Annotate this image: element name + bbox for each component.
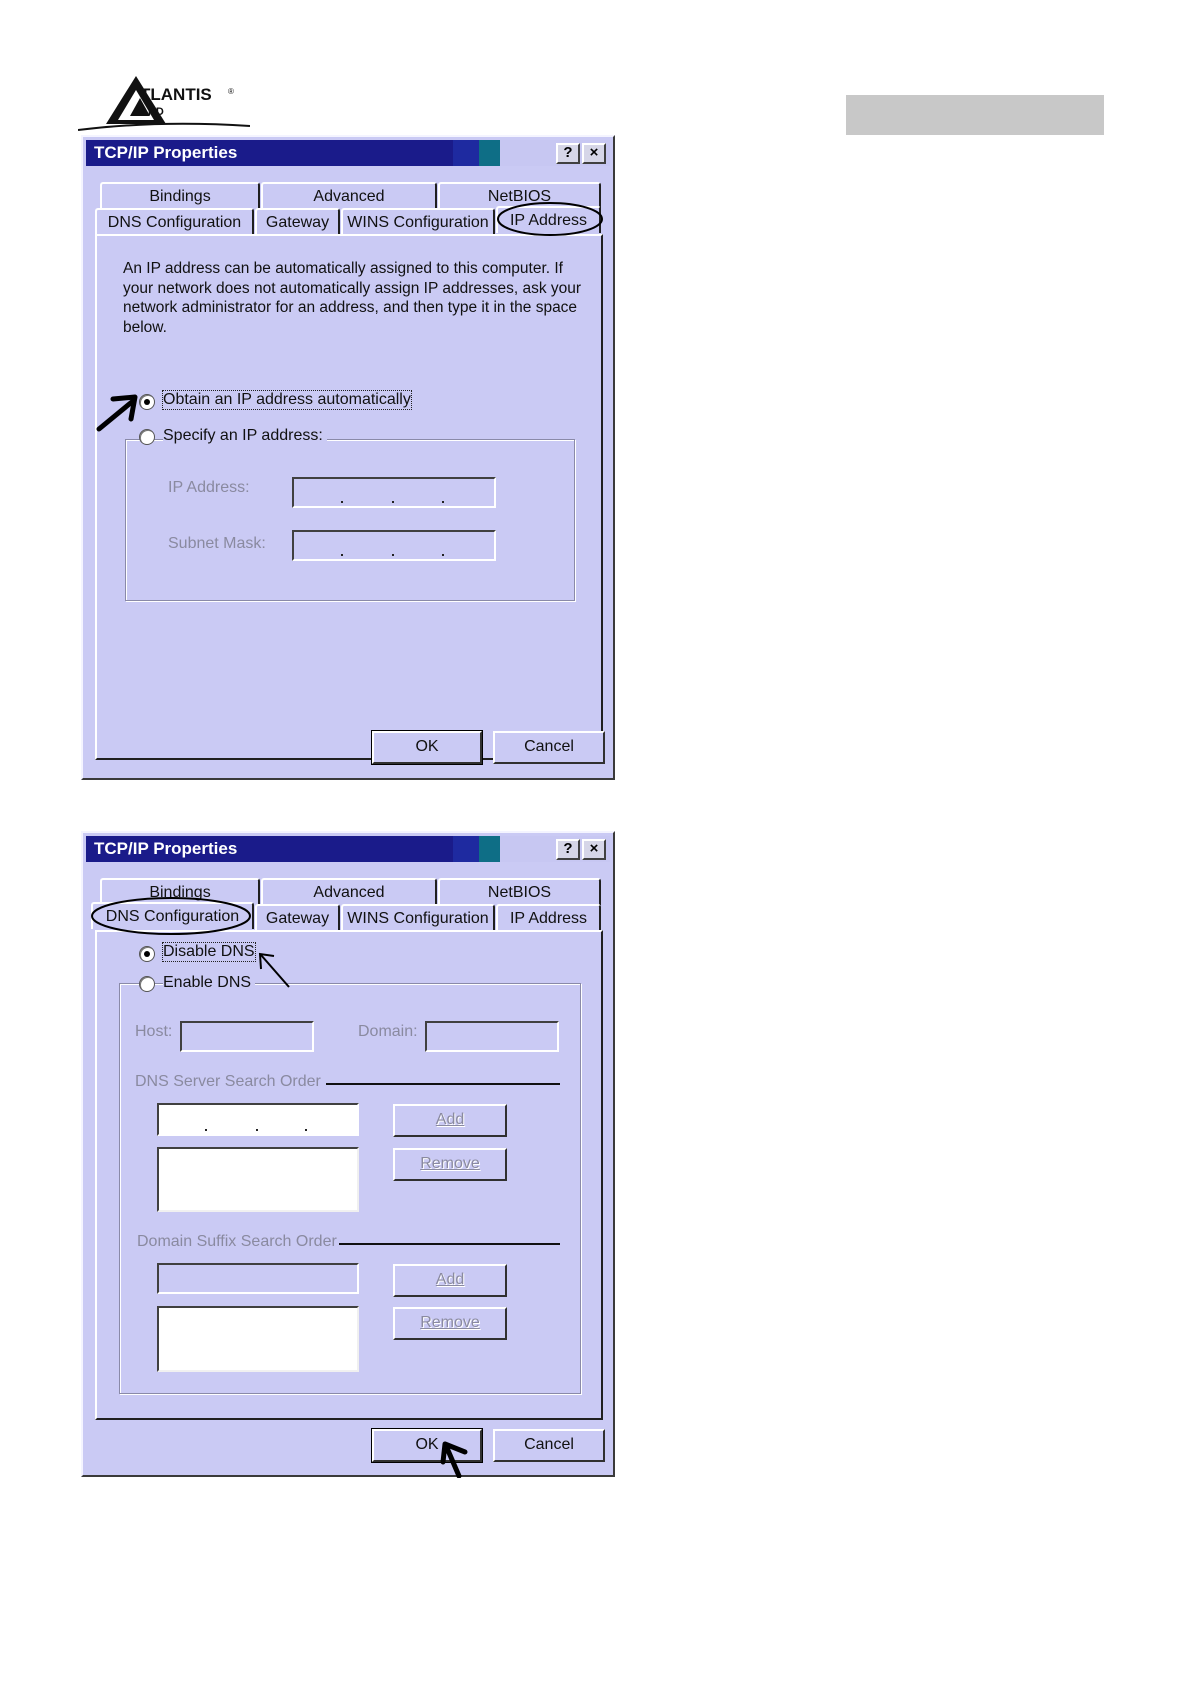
domain-label: Domain: <box>358 1023 418 1040</box>
radio-disable-dns-label[interactable]: Disable DNS <box>163 943 255 960</box>
tcpip-dialog-dns-configuration <box>81 831 615 1477</box>
close-button[interactable]: × <box>582 143 606 164</box>
domain-suffix-add-label: Add <box>435 1271 465 1288</box>
title-bar[interactable] <box>86 836 610 862</box>
atlantis-logo-icon <box>78 70 250 132</box>
domain-suffix-search-order-label: Domain Suffix Search Order <box>137 1233 341 1251</box>
dns-server-ip-field[interactable] <box>157 1103 359 1136</box>
tab-netbios[interactable]: NetBIOS <box>438 878 601 905</box>
ok-button[interactable]: OK <box>372 731 482 764</box>
svg-text:®: ® <box>228 87 234 96</box>
help-button[interactable]: ? <box>556 839 580 860</box>
circle-annotation-icon <box>89 895 253 939</box>
ip-address-field[interactable] <box>292 477 496 508</box>
tab-gateway[interactable]: Gateway <box>255 904 340 931</box>
tab-netbios[interactable]: NetBIOS <box>438 182 601 209</box>
specify-ip-group <box>125 439 575 601</box>
tab-dns-configuration[interactable]: DNS Configuration <box>95 208 254 235</box>
close-button[interactable]: × <box>582 839 606 860</box>
radio-disable-dns-icon[interactable] <box>139 946 155 962</box>
cancel-button[interactable]: Cancel <box>493 1429 605 1462</box>
arrow-annotation-icon <box>435 1436 475 1478</box>
separator-line <box>326 1083 560 1085</box>
domain-suffix-remove-label: Remove <box>420 1314 480 1331</box>
ip-address-label: IP Address: <box>168 479 250 496</box>
dns-server-remove-button[interactable] <box>393 1148 507 1181</box>
host-field[interactable] <box>180 1021 314 1052</box>
header-bar <box>846 95 1104 135</box>
domain-suffix-list[interactable] <box>157 1306 359 1372</box>
domain-field[interactable] <box>425 1021 559 1052</box>
tab-bindings[interactable]: Bindings <box>100 878 260 905</box>
dns-server-search-order-label: DNS Server Search Order <box>135 1073 325 1091</box>
dns-server-add-label: Add <box>435 1111 465 1128</box>
tab-gateway[interactable]: Gateway <box>255 208 340 235</box>
tab-dns-configuration[interactable]: DNS Configuration <box>91 902 254 929</box>
host-label: Host: <box>135 1023 173 1040</box>
tab-ip-address[interactable]: IP Address <box>496 904 601 931</box>
tab-advanced[interactable]: Advanced <box>261 878 437 905</box>
tcpip-dialog-ip-address <box>81 135 615 780</box>
tab-bindings[interactable]: Bindings <box>100 182 260 209</box>
arrow-annotation-icon <box>93 389 143 435</box>
circle-annotation-icon <box>495 199 605 241</box>
subnet-mask-field[interactable] <box>292 530 496 561</box>
radio-enable-dns-label[interactable]: Enable DNS <box>163 974 255 992</box>
dns-server-add-button[interactable] <box>393 1104 507 1137</box>
domain-suffix-add-button[interactable] <box>393 1264 507 1297</box>
help-button[interactable]: ? <box>556 143 580 164</box>
dialog-title: TCP/IP Properties <box>94 143 238 162</box>
radio-enable-dns-icon[interactable] <box>139 976 155 992</box>
domain-suffix-field[interactable] <box>157 1263 359 1294</box>
cancel-button[interactable]: Cancel <box>493 731 605 764</box>
dns-server-list[interactable] <box>157 1147 359 1212</box>
dns-server-remove-label: Remove <box>420 1155 480 1172</box>
arrow-annotation-icon <box>255 949 295 991</box>
tab-advanced[interactable]: Advanced <box>261 182 437 209</box>
title-bar[interactable] <box>86 140 610 166</box>
radio-obtain-ip-label[interactable]: Obtain an IP address automatically <box>163 391 411 408</box>
tab-wins-configuration[interactable]: WINS Configuration <box>341 208 495 235</box>
tab-ip-address[interactable]: IP Address <box>496 206 601 233</box>
svg-text:TLANTIS: TLANTIS <box>140 85 212 104</box>
subnet-mask-label: Subnet Mask: <box>168 535 266 552</box>
radio-specify-ip-label[interactable]: Specify an IP address: <box>163 427 327 445</box>
svg-text:AND: AND <box>140 106 164 118</box>
separator-line <box>339 1243 560 1245</box>
ok-button[interactable]: OK <box>372 1429 482 1462</box>
dialog-title: TCP/IP Properties <box>94 839 238 858</box>
description-text: An IP address can be automatically assigned to this computer. If your network does not automatically assign IP addresses, ask your network administrator for an address, and then type it in the space below. <box>123 260 582 336</box>
domain-suffix-remove-button[interactable] <box>393 1307 507 1340</box>
tab-wins-configuration[interactable]: WINS Configuration <box>341 904 495 931</box>
